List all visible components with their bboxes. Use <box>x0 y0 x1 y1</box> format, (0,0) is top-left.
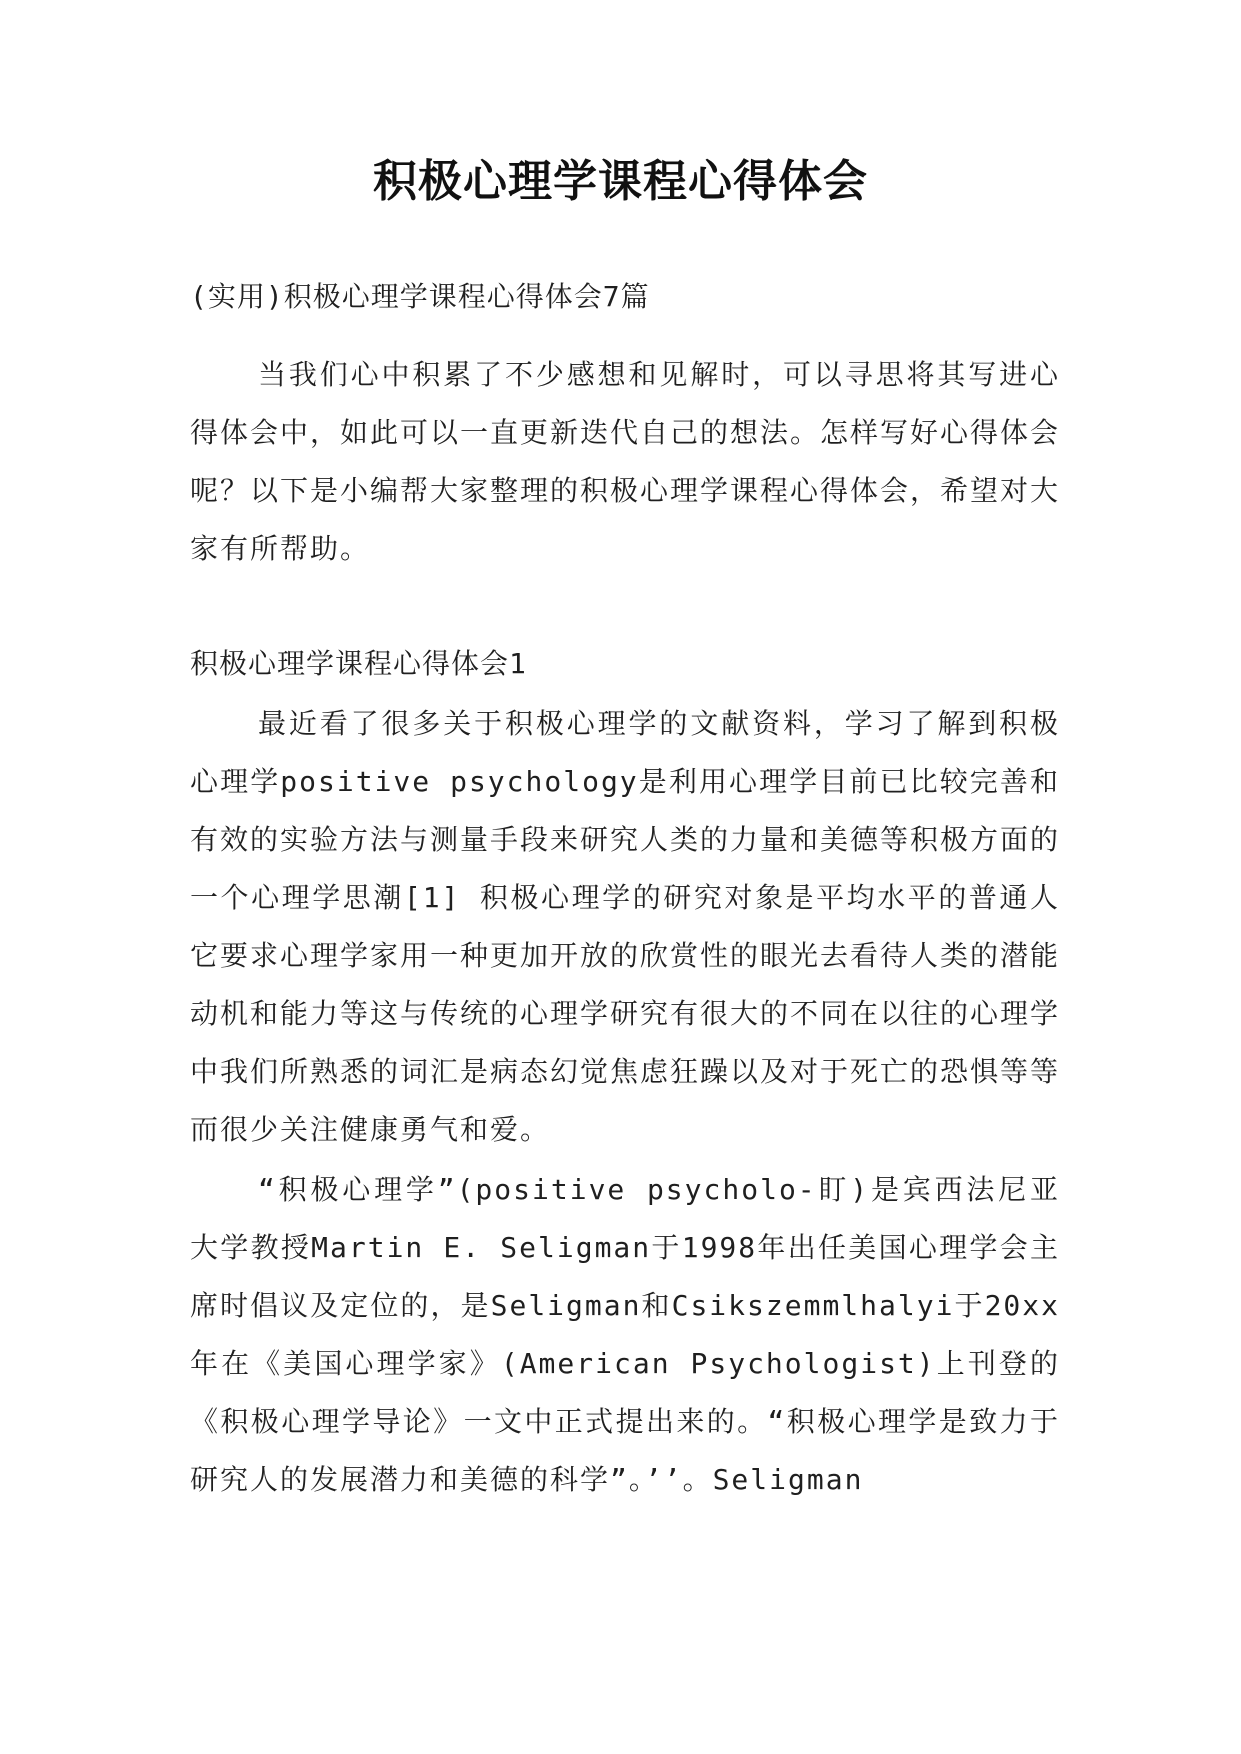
intro-paragraph: 当我们心中积累了不少感想和见解时，可以寻思将其写进心得体会中，如此可以一直更新迭代自己的想法。怎样写好心得体会呢？以下是小编帮大家整理的积极心理学课程心得体会，希望对大家有所帮助。 <box>190 358 1061 565</box>
section-heading: 积极心理学课程心得体会1 <box>190 647 527 680</box>
section-paragraph-2: “积极心理学”(positive psycholo-盯)是宾西法尼亚大学教授Martin E. Seligman于1998年出任美国心理学会主席时倡议及定位的，是Seligman和Csikszemmlhalyi于20xx年在《美国心理学家》(American Psychologist)上刊登的《积极心理学导论》一文中正式提出来的。“积极心理学是致力于研究人的发展潜力和美德的科学”。’’。Seligman <box>190 1173 1060 1496</box>
document-title: 积极心理学课程心得体会 <box>373 156 868 207</box>
document-subtitle: (实用)积极心理学课程心得体会7篇 <box>190 280 650 313</box>
section-paragraph-1: 最近看了很多关于积极心理学的文献资料，学习了解到积极心理学positive psychology是利用心理学目前已比较完善和有效的实验方法与测量手段来研究人类的力量和美德等积极方面的一个心理学思潮[1] 积极心理学的研究对象是平均水平的普通人它要求心理学家用一种更加开放的欣赏性的眼光去看待人类的潜能动机和能力等这与传统的心理学研究有很大的不同在以往的心理学中我们所熟悉的词汇是病态幻觉焦虑狂躁以及对于死亡的恐惧等等而很少关注健康勇气和爱。 <box>190 707 1061 1146</box>
